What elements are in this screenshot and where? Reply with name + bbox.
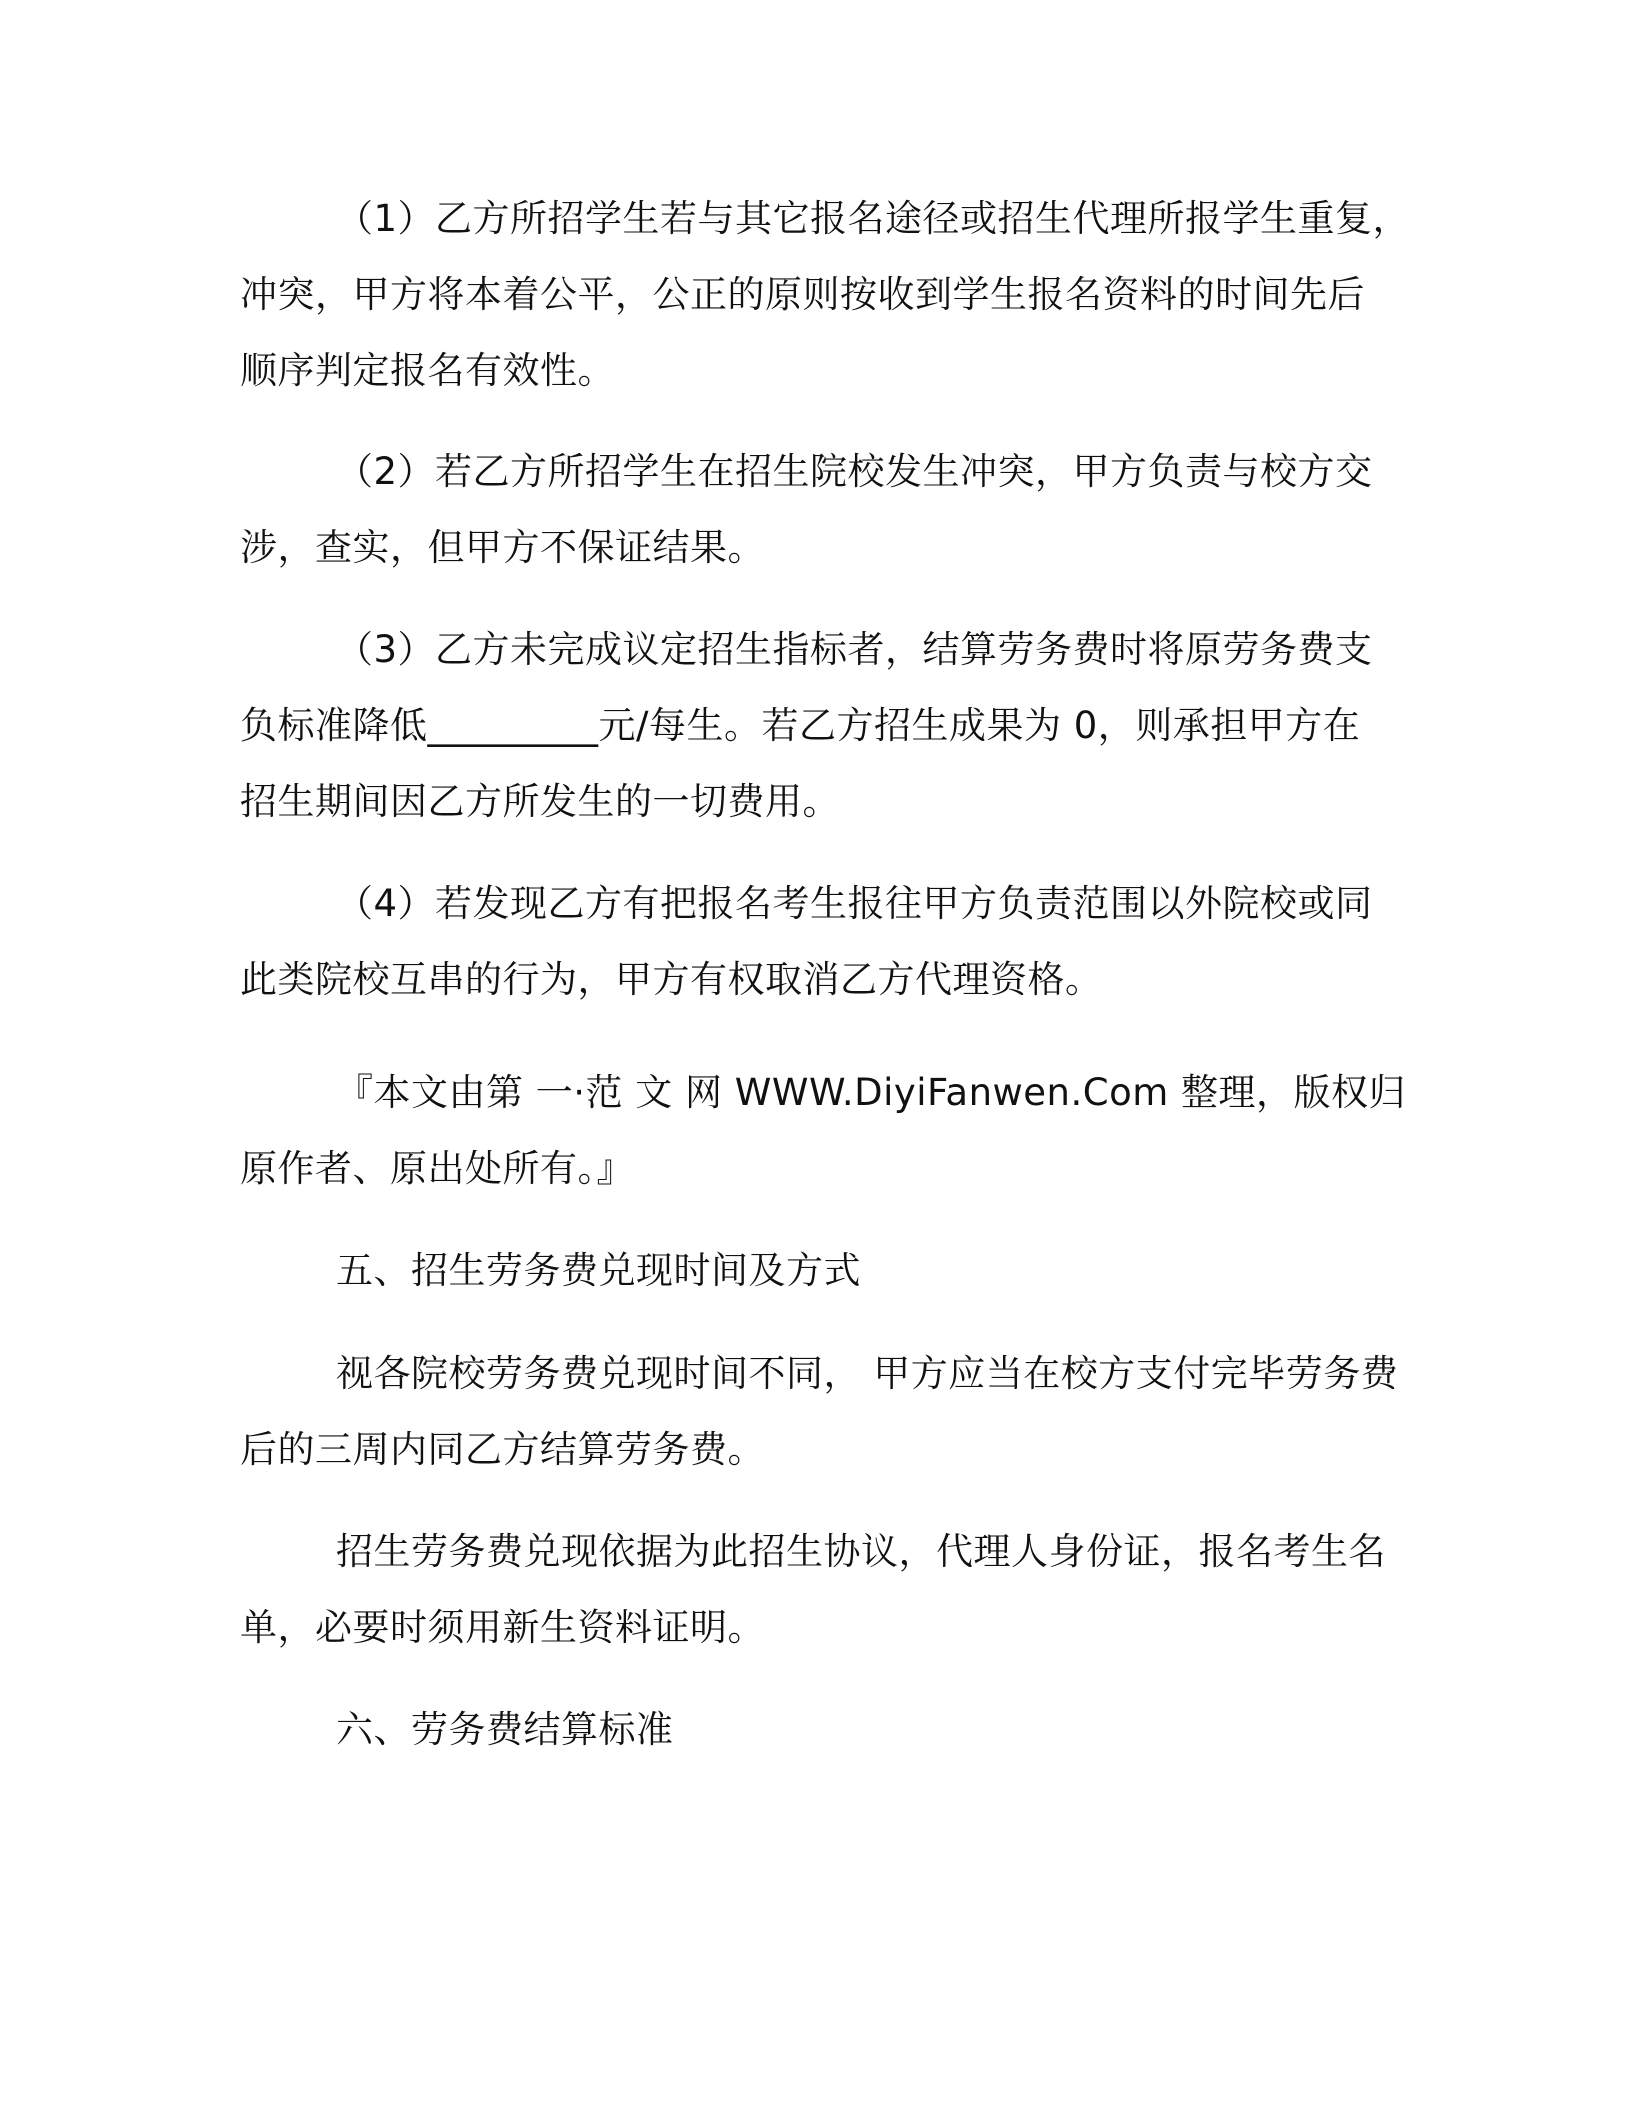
section-5-paragraph-1 — [240, 1336, 1399, 1488]
clause-4-line-2: 此类院校互串的行为，甲方有权取消乙方代理资格。 — [240, 958, 1103, 1001]
clause-3 — [240, 612, 1380, 840]
source-note-line-2: 原作者、原出处所有。』 — [240, 1147, 634, 1190]
section-5-p2-line-1: 招生劳务费兑现依据为此招生协议，代理人身份证，报名考生名 — [336, 1530, 1386, 1573]
clause-3-line-1: （3）乙方未完成议定招生指标者，结算劳务费时将原劳务费支 — [336, 628, 1373, 671]
clause-4 — [240, 866, 1380, 1018]
clause-3-line-2: 负标准降低_________元/每生。若乙方招生成果为 0，则承担甲方在 — [240, 704, 1361, 747]
clause-3-line-3: 招生期间因乙方所发生的一切费用。 — [240, 780, 840, 823]
clause-2-line-1: （2）若乙方所招学生在招生院校发生冲突，甲方负责与校方交 — [336, 450, 1373, 493]
clause-1 — [240, 181, 1411, 409]
section-5-heading: 五、招生劳务费兑现时间及方式 — [336, 1249, 861, 1292]
section-5-p1-line-2: 后的三周内同乙方结算劳务费。 — [240, 1428, 765, 1471]
clause-1-line-3: 顺序判定报名有效性。 — [240, 349, 615, 392]
clause-1-line-2: 冲突，甲方将本着公平，公正的原则按收到学生报名资料的时间先后 — [240, 273, 1365, 316]
section-5-paragraph-2 — [240, 1514, 1386, 1666]
section-5-p2-line-2: 单，必要时须用新生资料证明。 — [240, 1606, 765, 1649]
section-5-p1-line-1: 视各院校劳务费兑现时间不同， 甲方应当在校方支付完毕劳务费 — [336, 1352, 1399, 1395]
section-6-heading: 六、劳务费结算标准 — [336, 1708, 674, 1751]
clause-2 — [240, 434, 1380, 586]
clause-1-line-1: （1）乙方所招学生若与其它报名途径或招生代理所报学生重复， — [336, 197, 1411, 240]
clause-2-line-2: 涉，查实，但甲方不保证结果。 — [240, 526, 765, 569]
source-note-line-1: 『本文由第 一·范 文 网 WWW.DiyiFanwen.Com 整理，版权归 — [336, 1071, 1407, 1114]
source-note — [240, 1055, 1407, 1207]
clause-4-line-1: （4）若发现乙方有把报名考生报往甲方负责范围以外院校或同 — [336, 882, 1373, 925]
